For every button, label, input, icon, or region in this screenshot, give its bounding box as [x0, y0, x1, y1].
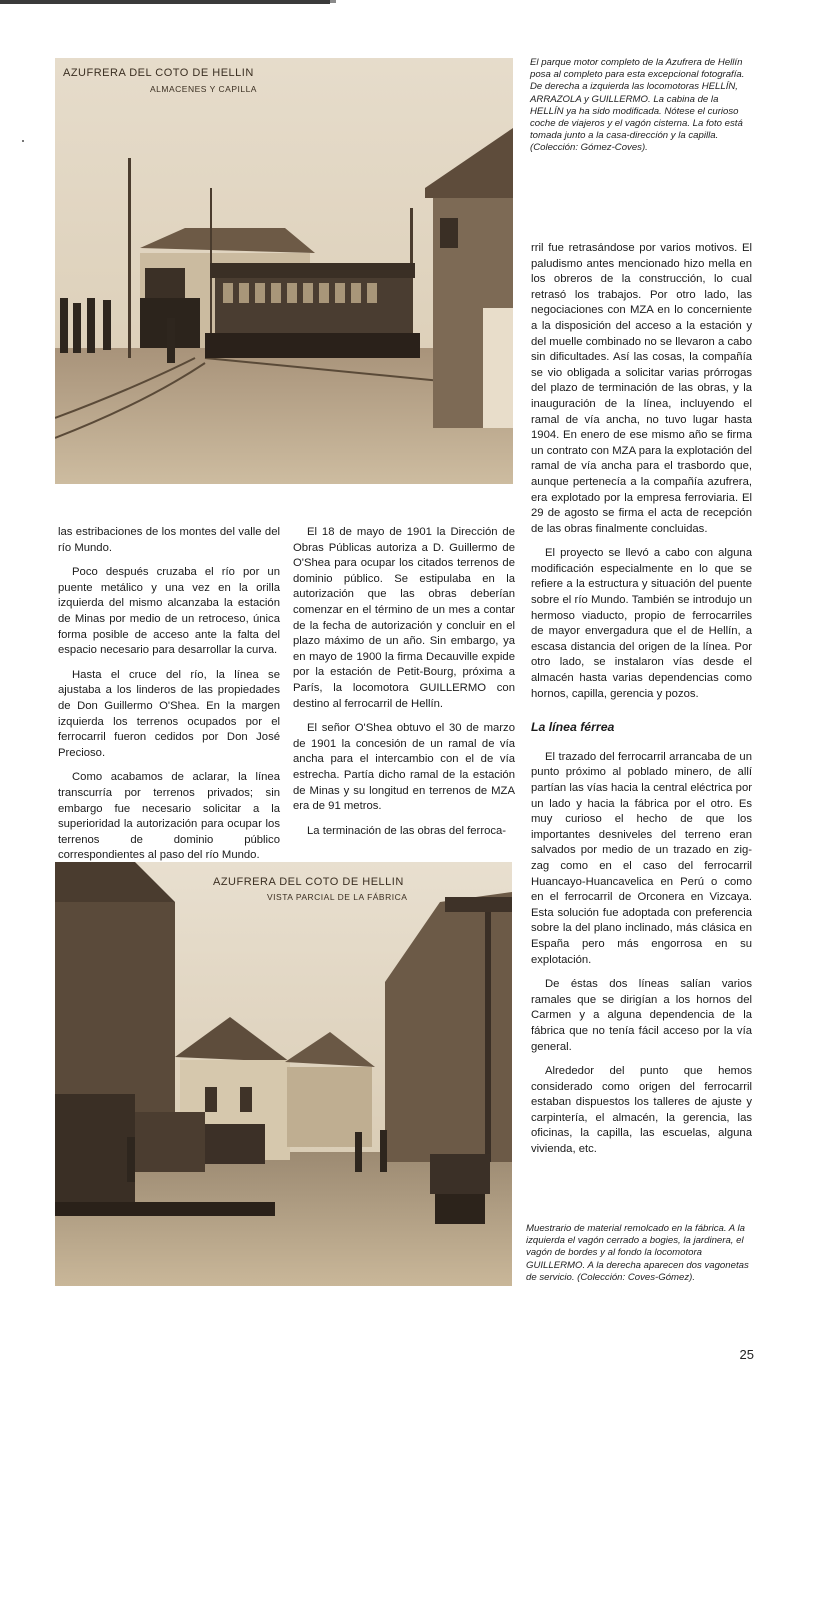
caption-photo1-text: El parque motor completo de la Azufrera de Hellín posa al completo para esta excepcional fotografía. De derecha a izquierda las locomotoras HELLÍN, ARRAZOLA y GUILLERMO. La cabina de la HELLÍN ya ha sido modificada. Nótese el curioso coche de viajeros y el vagón cisterna. La foto está tomada junto a la casa-dirección y la capilla. (Colección: Gómez-Coves).: [530, 57, 745, 154]
col3-para-2: El proyecto se llevó a cabo con alguna modificación especialmente en lo que se refiere a la estructura y situación del puente sobre el río Mundo. También se introdujo un hermoso viaducto, propio de ferrocarriles de mayor envergadura que el de Hellín, a escasa distancia del origen de la línea. Por otro lado, se instalaron vías desde el almacén hasta varias dependencias como hornos, capilla, gerencia y pozos.: [531, 547, 752, 700]
top-rule: [0, 0, 330, 4]
col2-para-1: El 18 de mayo de 1901 la Dirección de Obras Públicas autoriza a D. Guillermo de O'Shea para ocupar los citados terrenos de dominio público. Se estipulaba en la autorización que las obras deberían comenzar en el término de un mes a contar de la fecha de autorización y concluir en el plazo máximo de un año. Sin embargo, ya en mayo de 1900 la firma Decauville expide por la estación de Petit-Bourg, próxima a París, la locomotora GUILLERMO con destino al ferrocarril de Hellín.: [293, 526, 515, 710]
column-3: [531, 241, 752, 1158]
col3-para-4: De éstas dos líneas salían varios ramales que se dirigían a los hornos del Carmen y a alguna dependencia de la fábrica que no tenía fácil acceso por la vía general.: [531, 978, 752, 1053]
column-1: [58, 525, 280, 864]
col2-para-2: El señor O'Shea obtuvo el 30 de marzo de 1901 la concesión de un ramal de vía ancha para el intercambio con el de vía estrecha. Partía dicho ramal de la estación de Minas y su longitud en terrenos de MZA era de 91 metros.: [293, 722, 515, 813]
page-number: 25: [739, 1347, 754, 1362]
col3-para-5: Alrededor del punto que hemos considerado como origen del ferrocarril estaban dispuestos los talleres de ajuste y carpintería, el almacén, la gerencia, las oficinas, la capilla, las escuelas, alguna vivienda, etc.: [531, 1065, 752, 1156]
photo1-label-title: AZUFRERA DEL COTO DE HELLIN: [63, 67, 254, 79]
margin-mark: [22, 140, 24, 142]
caption-photo2-text: Muestrario de material remolcado en la fábrica. A la izquierda el vagón cerrado a bogies, la jardinera, el vagón de bordes y al fondo la locomotora GUILLERMO. A la derecha aparecen dos vagonetas de servicio. (Colección: Coves-Gómez).: [526, 1223, 749, 1283]
photo-almacenes-capilla-image: [55, 58, 513, 484]
photo2-label-title: AZUFRERA DEL COTO DE HELLIN: [213, 876, 404, 888]
top-rule-tail: [330, 0, 336, 3]
col3-para-1: rril fue retrasándose por varios motivos. El paludismo antes mencionado hizo mella en los obreros de la construcción, lo cual retrasó los trabajos. Por otro lado, las negociaciones con MZA en lo concerniente a la disposición del acceso a la estación y del muelle combinado no se llevaron a cabo sin dificultades. Así las cosas, la compañía se vio obligada a solicitar varias prórrogas del plazo de terminación de las obras, y la inauguración de la línea, incluyendo el ramal de vía ancha, no tuvo lugar hasta 1904. En enero de ese mismo año se firma un contrato con MZA para la explotación del ramal de vía ancha para el trasbordo que, aunque pertenecía a la compañía azufrera, era explotado por la empresa ferroviaria. El 29 de agosto se firma el acta de recepción de las obras finalmente concluidas.: [531, 242, 752, 535]
photo-vista-fabrica-image: [55, 862, 512, 1286]
col1-para-1: las estribaciones de los montes del valle del río Mundo.: [58, 526, 280, 554]
caption-photo1: [530, 57, 752, 155]
col2-para-3: La terminación de las obras del ferroca-: [307, 824, 507, 837]
photo-vista-fabrica: [55, 862, 512, 1286]
col1-para-2: Poco después cruzaba el río por un puente metálico y una vez en la orilla izquierda del mismo alcanzaba la estación de Minas por medio de un retroceso, única forma posible de acceso ante la falta del espacio necesario para desarrollar la curva.: [58, 566, 280, 657]
photo1-label-subtitle: ALMACENES Y CAPILLA: [150, 84, 257, 94]
col1-para-4: Como acabamos de aclarar, la línea transcurría por terrenos privados; sin embargo fue necesario solicitar a la superioridad la autorización para ocupar los terrenos de dominio público correspondientes al paso del río Mundo.: [58, 771, 280, 862]
section-heading-linea-ferrea: La línea férrea: [531, 720, 615, 735]
col3-para-3: El trazado del ferrocarril arrancaba de un punto próximo al poblado minero, de allí partían las vías hacia la central eléctrica por un lado y hacia la fábrica por el otro. Es muy curioso el hecho de que los importantes desniveles del terreno eran salvados por medio de un trazado en zig-zag como en el caso del ferrocarril Huancayo-Huancavelica en Perú o como en el ferrocarril de Orconera en Vizcaya. Esta solución fue adoptada con preferencia sobre la del plano inclinado, más clásica en España pero más engorrosa en su explotación.: [531, 750, 752, 966]
caption-photo2: [526, 1223, 756, 1284]
column-2: [293, 525, 515, 839]
photo-almacenes-capilla: [55, 58, 513, 484]
photo2-label-subtitle: VISTA PARCIAL DE LA FÁBRICA: [267, 892, 408, 902]
col1-para-3: Hasta el cruce del río, la línea se ajustaba a los linderos de las propiedades de Don Guillermo O'Shea. En la margen izquierda los terrenos ocupados por el ferrocarril fueron cedidos por Don José Precioso.: [58, 668, 280, 759]
